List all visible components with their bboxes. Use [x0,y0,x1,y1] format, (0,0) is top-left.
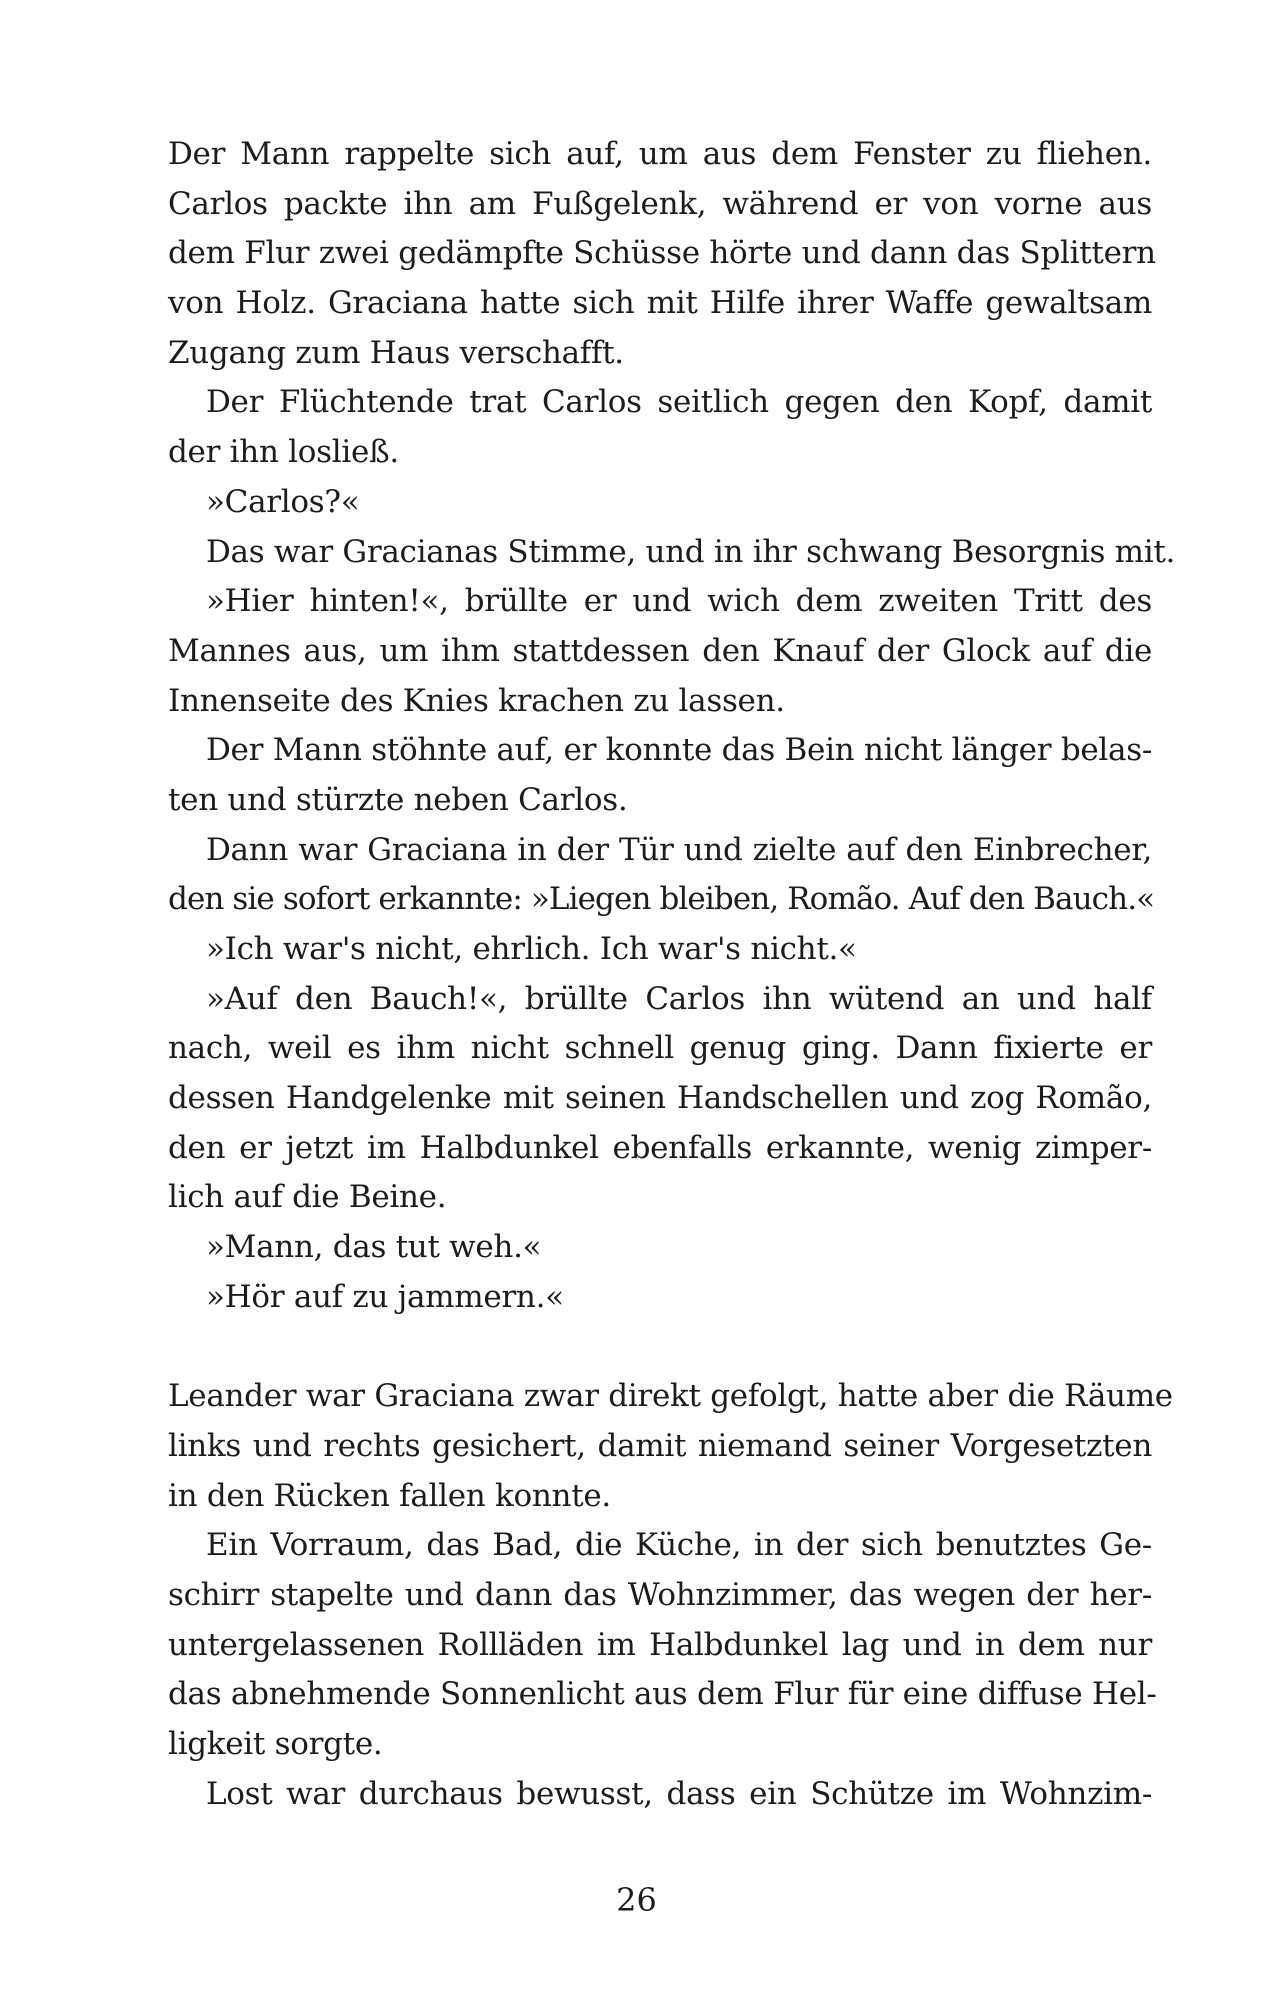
text-line: Innenseite des Knies krachen zu lassen. [168,682,785,719]
text-line: »Hör auf zu jammern.« [206,1278,564,1315]
text-line: in den Rücken fallen konnte. [168,1477,611,1514]
page-number: 26 [616,1881,657,1919]
text-line: ligkeit sorgte. [168,1726,383,1762]
text-line: den er jetzt im Halbdunkel ebenfalls erkannte, wenig zimper- [168,1129,1152,1166]
text-line: Ein Vorraum, das Bad, die Küche, in der sich benutztes Ge- [206,1527,1152,1564]
text-line: schirr stapelte und dann das Wohnzimmer, das wegen der her- [168,1576,1152,1613]
text-line: »Carlos?« [206,483,360,520]
text-line: von Holz. Graciana hatte sich mit Hilfe ihrer Waffe gewaltsam [168,285,1152,322]
text-line: links und rechts gesichert, damit niemand seiner Vorgesetzten [168,1427,1152,1464]
text-line: Der Mann stöhnte auf, er konnte das Bein nicht länger belas- [206,732,1152,769]
body-text [168,130,1176,1819]
text-line: Zugang zum Haus verschafft. [168,334,624,371]
text-line: Mannes aus, um ihm stattdessen den Knauf der Glock auf die [168,632,1152,669]
text-line: »Hier hinten!«, brüllte er und wich dem zweiten Tritt des [206,583,1152,620]
text-line: »Ich war's nicht, ehrlich. Ich war's nicht.« [206,931,857,967]
text-line: der ihn losließ. [168,434,399,471]
text-line: untergelassenen Rollläden im Halbdunkel lag und in dem nur [168,1626,1152,1663]
text-line: Das war Gracianas Stimme, und in ihr schwang Besorgnis mit. [206,533,1176,570]
text-line: Carlos packte ihn am Fußgelenk, während er von vorne aus [168,185,1152,222]
text-line: dem Flur zwei gedämpfte Schüsse hörte und dann das Splittern [168,235,1156,272]
text-line: Lost war durchaus bewusst, dass ein Schütze im Wohnzim- [206,1775,1152,1812]
text-line: Leander war Graciana zwar direkt gefolgt, hatte aber die Räume [168,1378,1173,1415]
text-line: das abnehmende Sonnenlicht aus dem Flur für eine diffuse Hel- [168,1676,1157,1713]
text-line: nach, weil es ihm nicht schnell genug ging. Dann fixierte er [168,1030,1152,1067]
section-break [168,1323,1152,1373]
text-line: ten und stürzte neben Carlos. [168,781,628,818]
text-line: Dann war Graciana in der Tür und zielte auf den Einbrecher, [206,831,1152,868]
text-line: lich auf die Beine. [168,1179,447,1216]
text-line: Der Flüchtende trat Carlos seitlich gegen den Kopf, damit [206,384,1152,421]
text-line: Der Mann rappelte sich auf, um aus dem Fenster zu fliehen. [168,136,1152,172]
text-line: dessen Handgelenke mit seinen Handschellen und zog Romão, [168,1080,1152,1117]
text-line: »Auf den Bauch!«, brüllte Carlos ihn wütend an und half [206,980,1152,1017]
text-line: »Mann, das tut weh.« [206,1229,542,1266]
text-line: den sie sofort erkannte: »Liegen bleiben, Romão. Auf den Bauch.« [168,881,1155,918]
